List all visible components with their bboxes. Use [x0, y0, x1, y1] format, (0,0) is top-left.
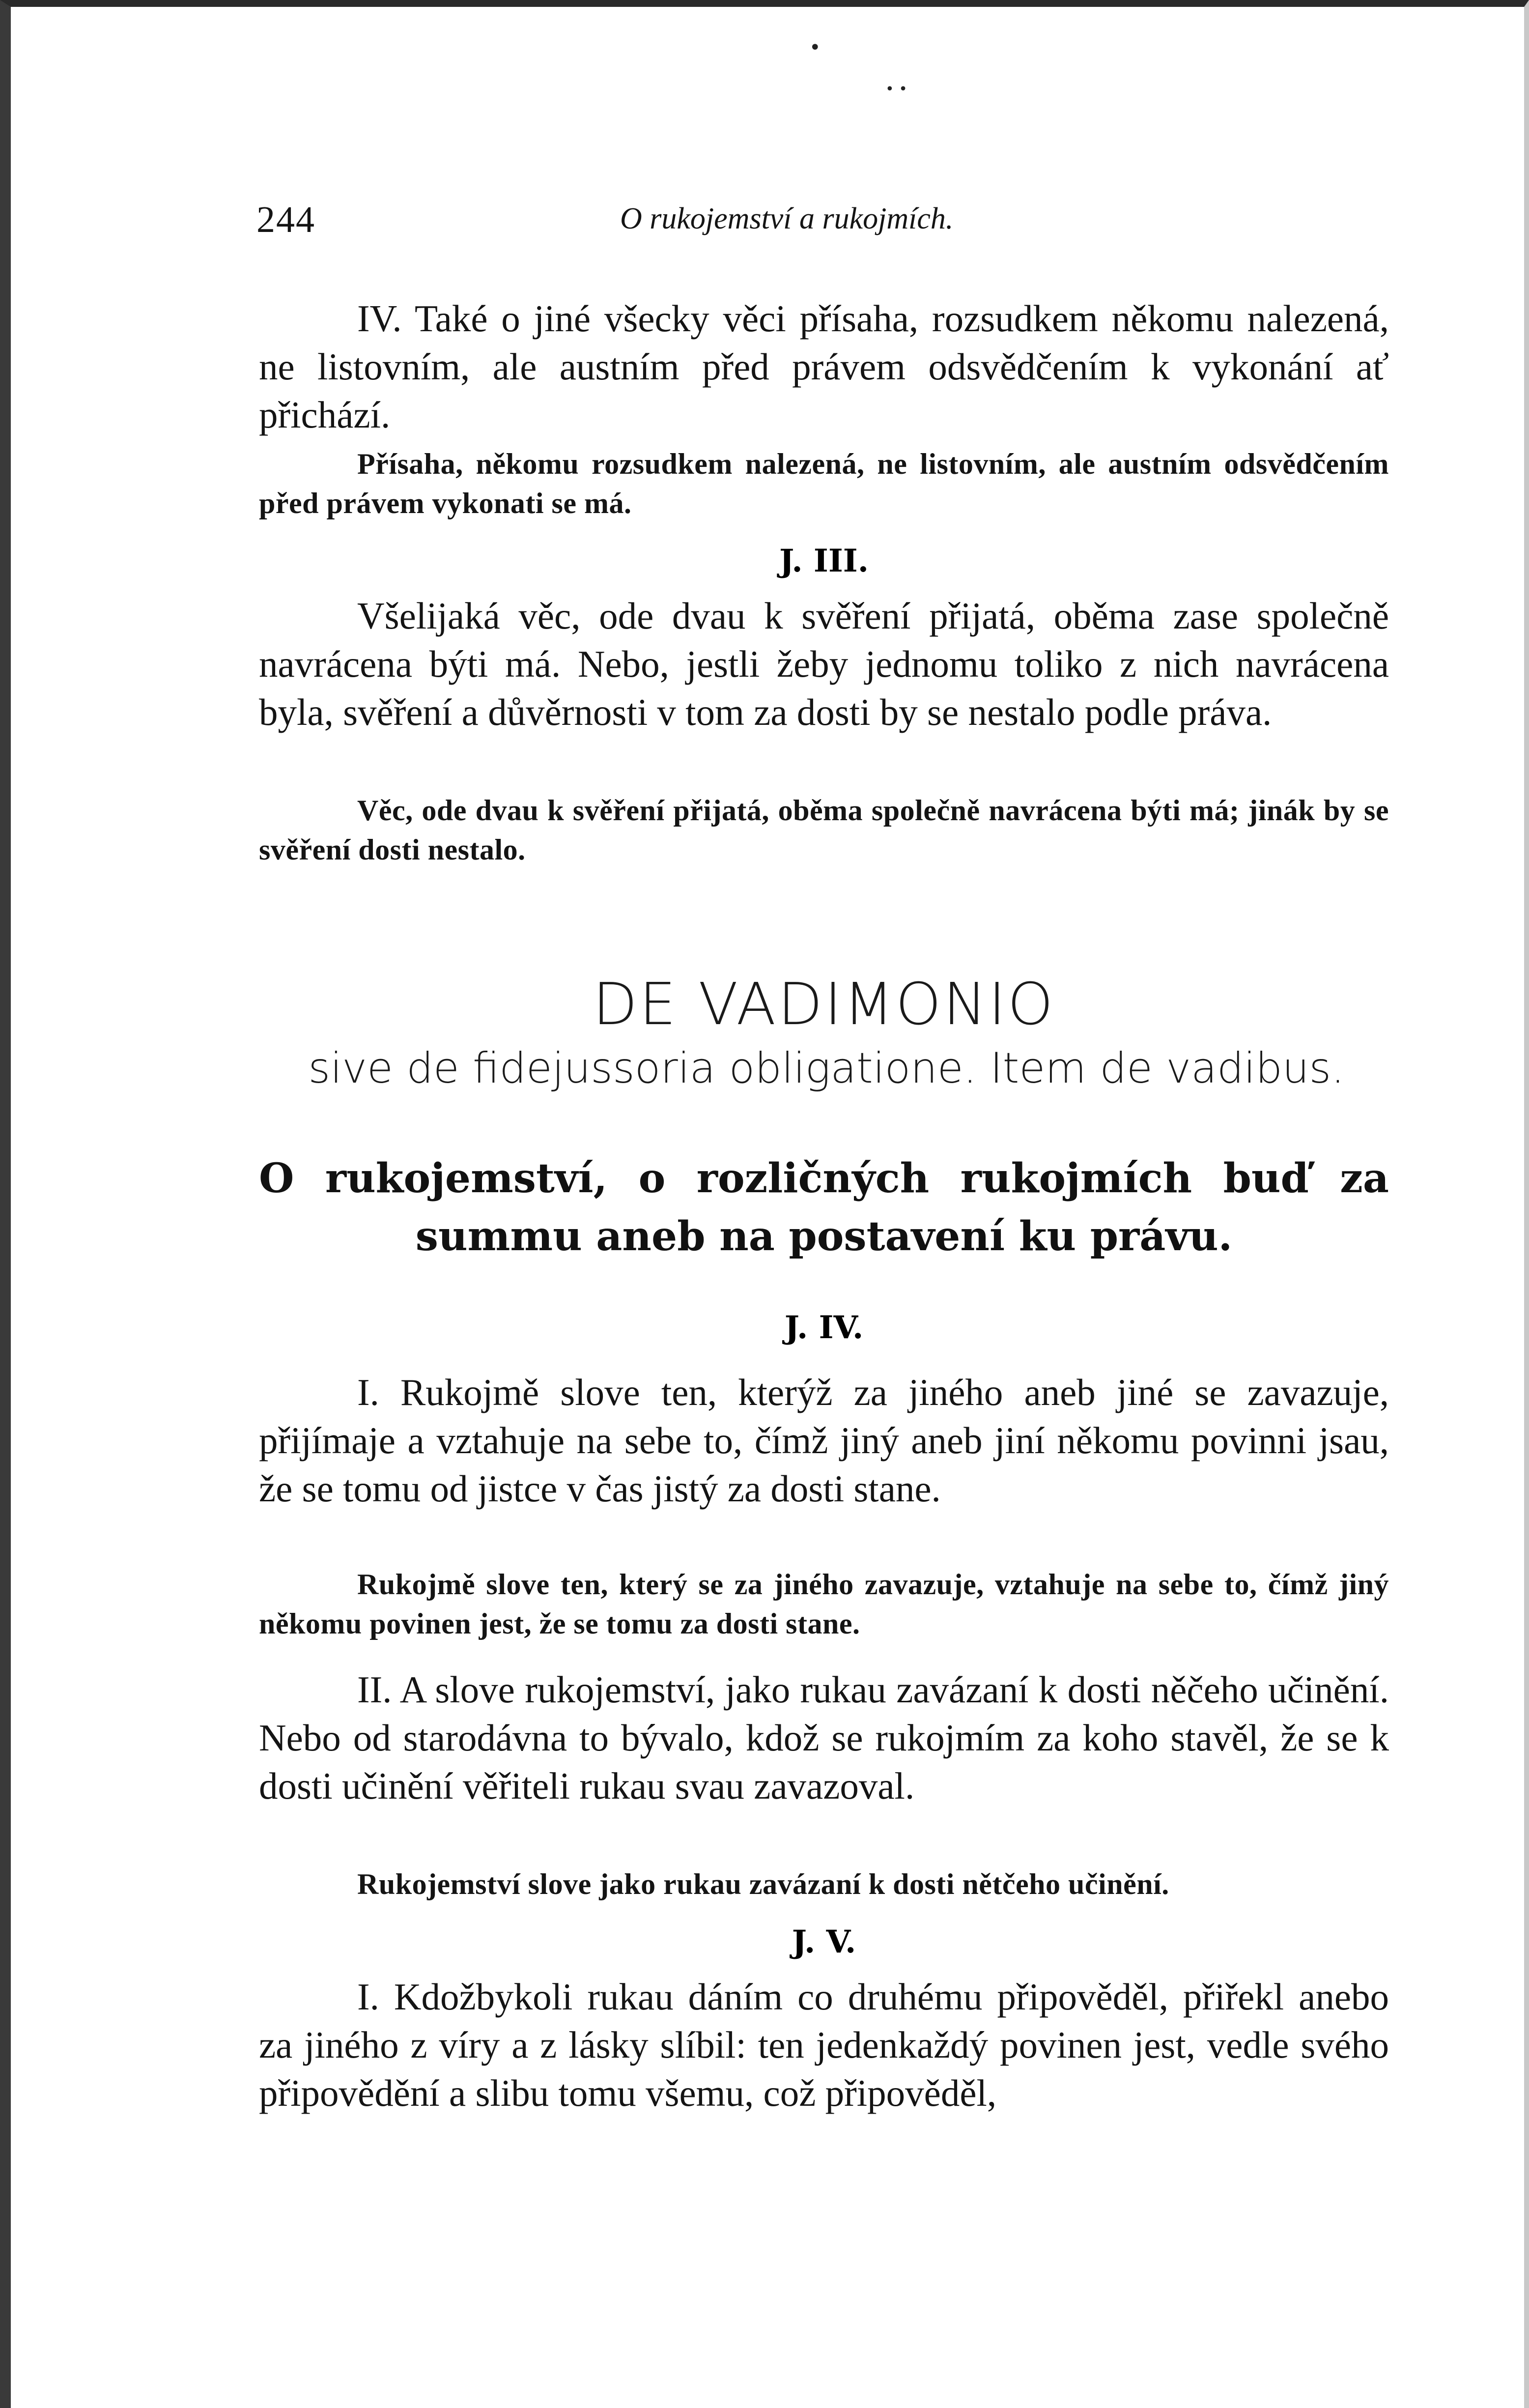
section-iv-continued [259, 294, 1389, 439]
paragraph-v-i: I. Kdožbykoli rukau dáním co druhému připověděl, přiřekl anebo za jiného z víry a z lásky slíbil: ten jedenkaždý povinen jest, vedle svého připovědění a slibu tomu všemu, což připověděl, [259, 1976, 1389, 2114]
section-number: J. IV. [784, 1309, 864, 1346]
summary-iv-ii [259, 1864, 1389, 1904]
running-title: O rukojemství a rukojmích. [620, 202, 954, 235]
latin-subtitle-block [247, 1044, 1406, 1093]
summary-text: Rukojmě slove ten, který se za jiného zavazuje, vztahuje na sebe to, čímž jiný někomu povinen jest, že se tomu za dosti stane. [259, 1568, 1389, 1640]
section-iv-body [259, 1368, 1389, 1513]
czech-title: O rukojemství, o rozličných rukojmích buď za summu aneb na postavení ku právu. [259, 1155, 1389, 1260]
summary-iv [259, 444, 1389, 523]
summary-text: Věc, ode dvau k svěření přijatá, oběma společně navrácena býti má; jinák by se svěření dosti nestalo. [259, 794, 1389, 866]
latin-title: DE VADIMONIO [593, 970, 1055, 1038]
latin-title-block [259, 970, 1389, 1038]
latin-subtitle: sive de fidejussoria obligatione. Item de vadibus. [308, 1044, 1345, 1093]
section-v-body [259, 1973, 1389, 2117]
section-iii-body [259, 592, 1389, 736]
page-number: 244 [256, 199, 315, 240]
page-header [256, 199, 1387, 243]
summary-iii [259, 791, 1389, 869]
section-heading-iv [259, 1309, 1389, 1346]
paragraph-iv-i: I. Rukojmě slove ten, kterýž za jiného aneb jiné se zavazuje, přijímaje a vztahuje na sebe to, čímž jiný aneb jiní někomu povinni jsau, že se tomu od jistce v čas jistý za dosti stane. [259, 1371, 1389, 1510]
summary-text: Rukojemství slove jako rukau zavázaní k dosti nětčeho učinění. [357, 1868, 1169, 1900]
section-heading-v [259, 1923, 1389, 1960]
paragraph-iv: IV. Také o jiné všecky věci přísaha, rozsudkem někomu nalezená, ne listovním, ale austním před právem odsvědčením k vykonání ať přichází. [259, 297, 1389, 436]
section-number: J. III. [779, 543, 869, 579]
paragraph-iv-ii: II. A slove rukojemství, jako rukau zavázaní k dosti něčeho učinění. Nebo od starodávna to bývalo, kdož se rukojmím za koho stavěl, že se k dosti učinění věřiteli rukau svau zavazoval. [259, 1668, 1389, 1807]
section-heading-iii [259, 543, 1389, 579]
ink-speck: • • [885, 81, 907, 98]
section-iv-ii [259, 1665, 1389, 1810]
czech-title-block [259, 1149, 1389, 1265]
paragraph-iii: Všelijaká věc, ode dvau k svěření přijatá, oběma zase společně navrácena býti má. Nebo, jestli žeby jednomu toliko z nich navrácena byla, svěření a důvěrnosti v tom za dosti by se nestalo podle práva. [259, 595, 1389, 733]
summary-iv-i [259, 1565, 1389, 1643]
section-number: J. V. [792, 1923, 856, 1960]
summary-text: Přísaha, někomu rozsudkem nalezená, ne listovním, ale austním odsvědčením před právem vykonati se má. [259, 448, 1389, 519]
ink-speck: • [809, 36, 821, 59]
